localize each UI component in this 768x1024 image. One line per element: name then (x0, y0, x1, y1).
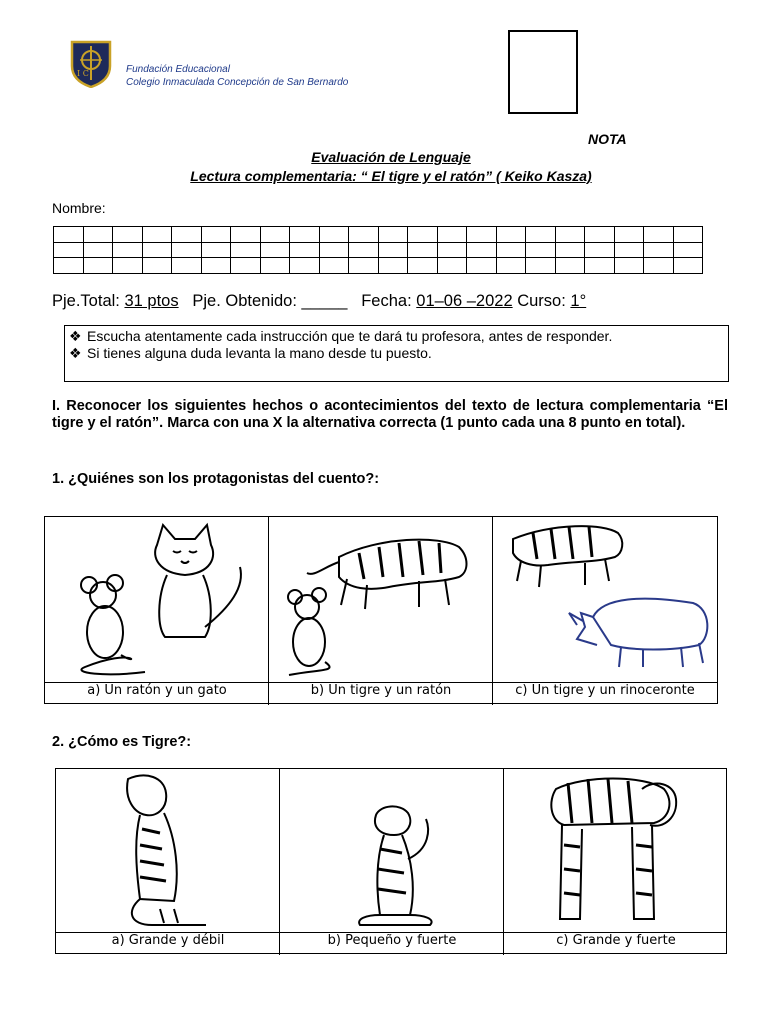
date-value: 01–06 –2022 (416, 292, 513, 310)
total-value: 31 ptos (124, 292, 179, 310)
diamond-bullet-icon: ❖ (69, 345, 82, 361)
question-1: 1. ¿Quiénes son los protagonistas del cuento?: (52, 471, 380, 487)
name-grid-cell[interactable] (378, 227, 408, 243)
name-grid-cell[interactable] (319, 227, 349, 243)
name-grid-cell[interactable] (349, 258, 379, 274)
name-grid-cell[interactable] (555, 227, 585, 243)
total-label: Pje.Total: (52, 292, 120, 310)
grade-box[interactable] (508, 30, 578, 114)
name-grid-cell[interactable] (290, 227, 320, 243)
name-grid-cell[interactable] (201, 242, 231, 258)
name-grid-cell[interactable] (673, 258, 703, 274)
name-grid-cell[interactable] (54, 258, 84, 274)
tiger-icon (307, 540, 467, 609)
name-grid-cell[interactable] (290, 258, 320, 274)
question-1-options (44, 516, 718, 704)
cat-icon (155, 525, 241, 637)
name-grid-cell[interactable] (113, 242, 143, 258)
name-grid-cell[interactable] (113, 258, 143, 274)
question-2-options (55, 768, 727, 954)
name-grid-cell[interactable] (378, 258, 408, 274)
name-grid-cell[interactable] (231, 227, 261, 243)
name-grid-cell[interactable] (260, 258, 290, 274)
name-grid-cell[interactable] (585, 258, 615, 274)
instruction-item (69, 328, 724, 345)
option-2c[interactable] (504, 769, 728, 955)
name-grid-cell[interactable] (526, 258, 556, 274)
mouse-icon (81, 575, 145, 674)
name-grid-cell[interactable] (201, 258, 231, 274)
instruction-text: Escucha atentamente cada instrucción que te dará tu profesora, antes de responder. (87, 328, 613, 344)
name-grid-cell[interactable] (526, 242, 556, 258)
name-grid-cell[interactable] (467, 227, 497, 243)
page-title: Evaluación de Lenguaje (311, 149, 471, 165)
diamond-bullet-icon: ❖ (69, 328, 82, 344)
option-1a-label: a) Un ratón y un gato (87, 683, 227, 698)
page-subtitle: Lectura complementaria: “ El tigre y el ratón” ( Keiko Kasza) (190, 168, 592, 184)
date-label: Fecha: (361, 292, 412, 310)
name-grid-cell[interactable] (614, 242, 644, 258)
option-1b[interactable] (269, 517, 493, 705)
school-name-line2: Colegio Inmaculada Concepción de San Bernardo (126, 77, 349, 88)
tiger-sitting-icon (127, 775, 206, 925)
instructions-box (64, 325, 729, 382)
option-2a[interactable] (56, 769, 280, 955)
name-grid[interactable] (53, 226, 703, 274)
name-grid-cell[interactable] (408, 227, 438, 243)
name-grid-cell[interactable] (260, 242, 290, 258)
question-2: 2. ¿Cómo es Tigre?: (52, 734, 192, 750)
name-grid-cell[interactable] (644, 258, 674, 274)
name-grid-cell[interactable] (467, 242, 497, 258)
name-grid-cell[interactable] (201, 227, 231, 243)
name-grid-cell[interactable] (83, 242, 113, 258)
course-label: Curso: (517, 292, 566, 310)
name-grid-cell[interactable] (614, 258, 644, 274)
name-grid-cell[interactable] (408, 258, 438, 274)
option-1c[interactable] (493, 517, 717, 705)
name-grid-cell[interactable] (319, 242, 349, 258)
name-grid-cell[interactable] (83, 258, 113, 274)
name-grid-cell[interactable] (54, 242, 84, 258)
name-grid-cell[interactable] (349, 227, 379, 243)
name-label: Nombre: (52, 200, 106, 216)
option-2b-label: b) Pequeño y fuerte (327, 933, 457, 948)
name-grid-cell[interactable] (467, 258, 497, 274)
caption-row (45, 682, 717, 705)
name-grid-cell[interactable] (585, 227, 615, 243)
name-grid-cell[interactable] (526, 227, 556, 243)
option-1b-label: b) Un tigre y un ratón (310, 683, 452, 698)
name-grid-cell[interactable] (172, 227, 202, 243)
name-grid-cell[interactable] (231, 242, 261, 258)
instruction-text: Si tienes alguna duda levanta la mano desde tu puesto. (87, 345, 432, 361)
course-value: 1° (570, 292, 587, 310)
name-grid-cell[interactable] (614, 227, 644, 243)
school-name-line1: Fundación Educacional (126, 64, 230, 75)
name-grid-cell[interactable] (54, 227, 84, 243)
instruction-item (69, 345, 724, 362)
name-grid-cell[interactable] (378, 242, 408, 258)
option-2a-label: a) Grande y débil (111, 933, 225, 948)
name-grid-cell[interactable] (231, 258, 261, 274)
name-grid-cell[interactable] (437, 258, 467, 274)
option-1c-label: c) Un tigre y un rinoceronte (515, 683, 695, 698)
name-grid-cell[interactable] (113, 227, 143, 243)
tiger-standing-icon (551, 779, 676, 920)
name-grid-cell[interactable] (673, 227, 703, 243)
rhinoceros-icon (569, 599, 707, 667)
logo-letters: I C (77, 69, 89, 78)
section-instructions: I. Reconocer los siguientes hechos o acontecimientos del texto de lectura complementaria “El tigre y el ratón”. Marca con una X la alternativa correcta (1 punto cada una 8 punto en total). (52, 398, 728, 431)
name-grid-cell[interactable] (319, 258, 349, 274)
school-logo (66, 38, 116, 88)
score-line (52, 292, 586, 311)
name-grid-cell[interactable] (142, 227, 172, 243)
caption-row (56, 932, 726, 955)
name-grid-cell[interactable] (555, 242, 585, 258)
tiger-icon (513, 526, 622, 587)
option-2c-label: c) Grande y fuerte (556, 933, 676, 948)
name-grid-cell[interactable] (496, 242, 526, 258)
name-grid-cell[interactable] (142, 258, 172, 274)
name-grid-cell[interactable] (408, 242, 438, 258)
name-grid-cell[interactable] (496, 227, 526, 243)
option-1a[interactable] (45, 517, 269, 705)
name-grid-cell[interactable] (644, 227, 674, 243)
name-grid-cell[interactable] (644, 242, 674, 258)
name-grid-cell[interactable] (172, 242, 202, 258)
name-grid-cell[interactable] (496, 258, 526, 274)
name-grid-cell[interactable] (83, 227, 113, 243)
name-grid-cell[interactable] (142, 242, 172, 258)
obtained-label: Pje. Obtenido: (192, 292, 297, 310)
tiger-cartoon-icon (359, 806, 431, 925)
name-grid-cell[interactable] (555, 258, 585, 274)
obtained-blank[interactable]: _____ (301, 292, 348, 310)
name-grid-cell[interactable] (172, 258, 202, 274)
name-grid-cell[interactable] (673, 242, 703, 258)
name-grid-cell[interactable] (260, 227, 290, 243)
name-grid-cell[interactable] (349, 242, 379, 258)
name-grid-cell[interactable] (437, 242, 467, 258)
name-grid-cell[interactable] (437, 227, 467, 243)
option-2b[interactable] (280, 769, 504, 955)
mouse-icon (288, 588, 330, 675)
name-grid-cell[interactable] (290, 242, 320, 258)
grade-label: NOTA (588, 131, 627, 147)
name-grid-cell[interactable] (585, 242, 615, 258)
